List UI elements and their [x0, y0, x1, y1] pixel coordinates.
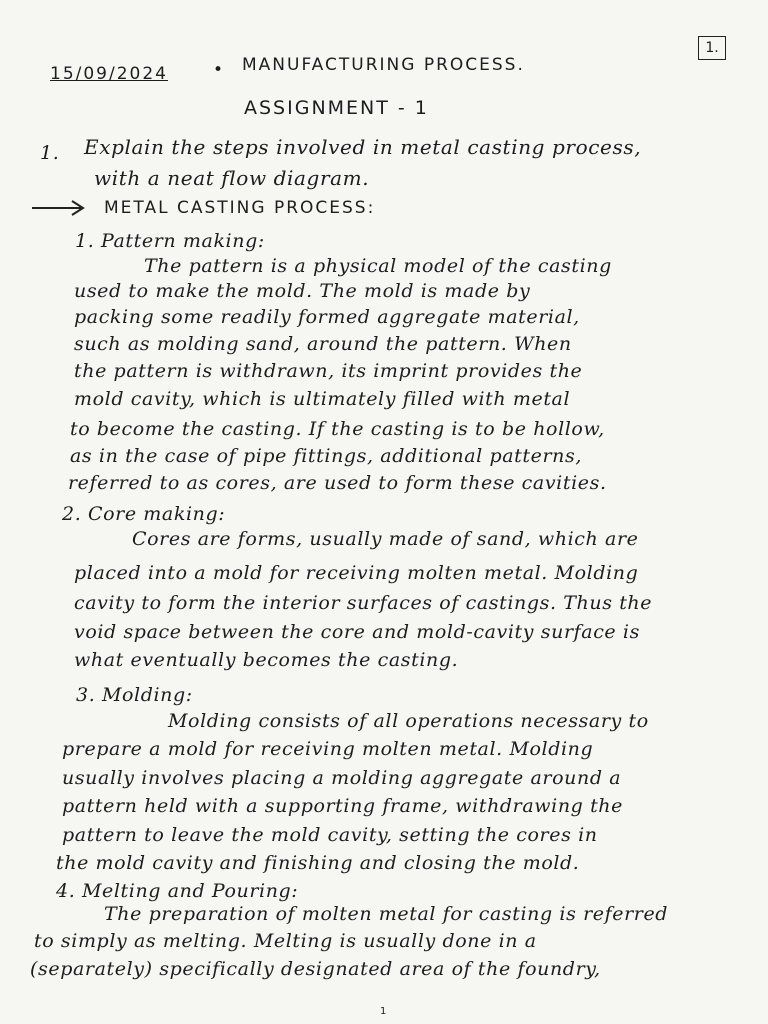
- section-line: cavity to form the interior surfaces of castings. Thus the: [74, 592, 653, 614]
- section-line: pattern to leave the mold cavity, setting the cores in: [62, 824, 598, 846]
- page-footer-mark: 1: [380, 1006, 387, 1017]
- section-line: what eventually becomes the casting.: [74, 649, 459, 671]
- section-line: the mold cavity and finishing and closing the mold.: [56, 852, 580, 874]
- arrow-icon: [28, 198, 88, 218]
- section-line: to become the casting. If the casting is to be hollow,: [70, 418, 605, 440]
- section-line: prepare a mold for receiving molten metal. Molding: [62, 738, 594, 760]
- date: 15/09/2024: [50, 64, 168, 84]
- section-line: void space between the core and mold-cavity surface is: [74, 621, 640, 643]
- question-number: 1.: [40, 142, 60, 164]
- section-line: as in the case of pipe fittings, additional patterns,: [70, 445, 582, 467]
- section-title: 2. Core making:: [62, 503, 226, 525]
- answer-heading: METAL CASTING PROCESS:: [104, 198, 376, 218]
- section-line: The pattern is a physical model of the casting: [144, 255, 612, 277]
- section-title: 4. Melting and Pouring:: [56, 880, 299, 902]
- section-line: used to make the mold. The mold is made by: [74, 280, 531, 302]
- section-line: to simply as melting. Melting is usually done in a: [34, 930, 537, 952]
- section-line: pattern held with a supporting frame, withdrawing the: [62, 795, 623, 817]
- section-title: 1. Pattern making:: [75, 230, 265, 252]
- page-number-box: 1.: [698, 36, 726, 60]
- question-line-1: Explain the steps involved in metal casting process,: [84, 135, 642, 159]
- section-line: such as molding sand, around the pattern. When: [74, 333, 572, 355]
- section-line: placed into a mold for receiving molten metal. Molding: [74, 562, 639, 584]
- section-line: mold cavity, which is ultimately filled with metal: [74, 388, 571, 410]
- section-line: usually involves placing a molding aggregate around a: [62, 767, 622, 789]
- section-line: The preparation of molten metal for casting is referred: [104, 903, 669, 925]
- page-subtitle: ASSIGNMENT - 1: [244, 97, 429, 119]
- header-bullet: •: [213, 60, 226, 80]
- section-line: (separately) specifically designated area of the foundry,: [30, 958, 601, 980]
- section-line: Molding consists of all operations necessary to: [168, 710, 649, 732]
- section-line: referred to as cores, are used to form these cavities.: [68, 472, 607, 494]
- section-line: Cores are forms, usually made of sand, which are: [132, 528, 639, 550]
- section-title: 3. Molding:: [76, 684, 193, 706]
- section-line: the pattern is withdrawn, its imprint provides the: [74, 360, 583, 382]
- section-line: packing some readily formed aggregate material,: [74, 306, 580, 328]
- page-title: MANUFACTURING PROCESS.: [242, 55, 525, 75]
- question-line-2: with a neat flow diagram.: [94, 166, 370, 190]
